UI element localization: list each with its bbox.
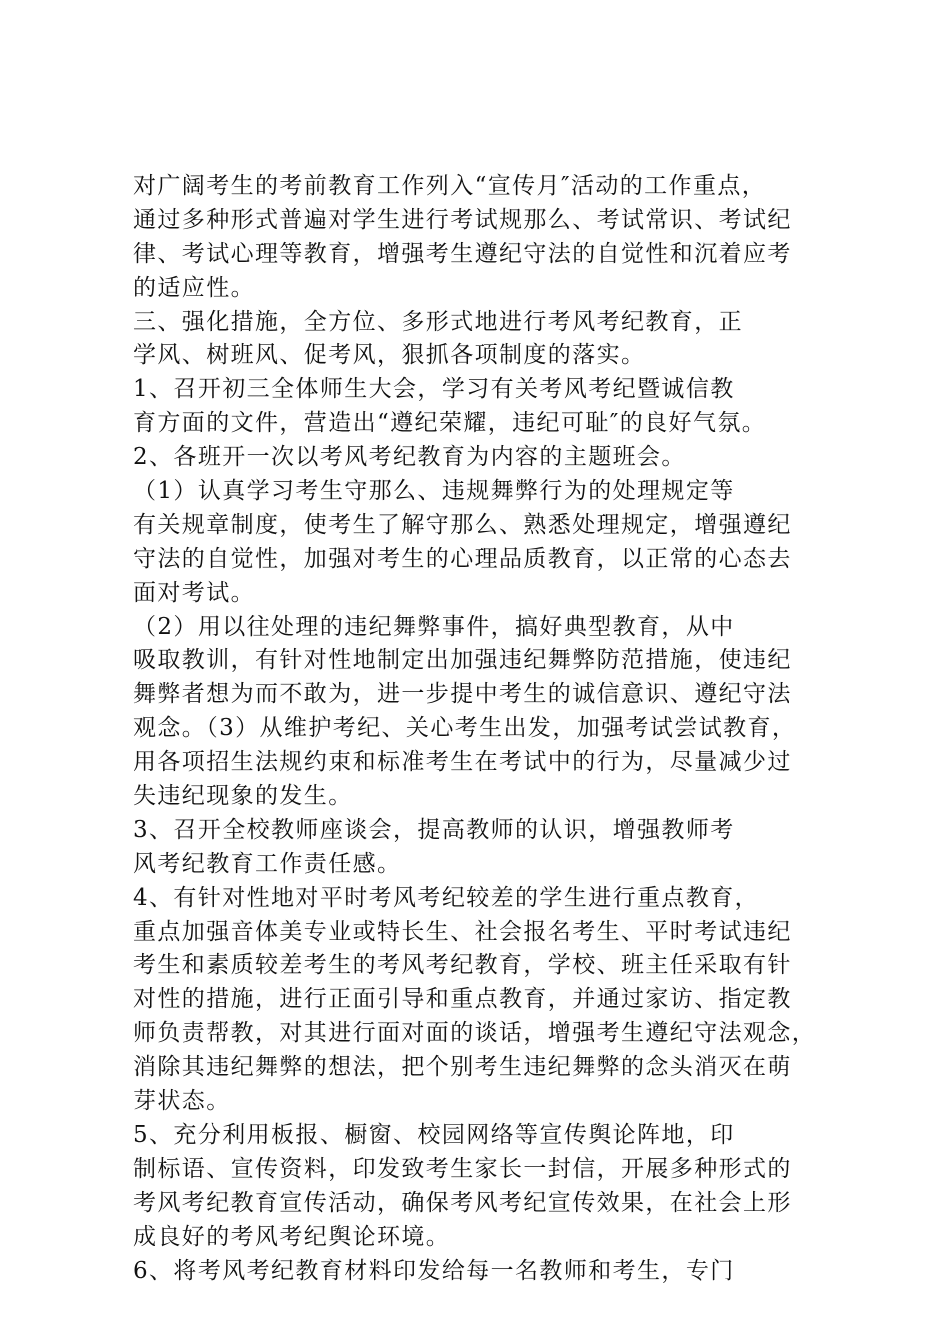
text-line: 1、召开初三全体师生大会，学习有关考风考纪暨诚信教 bbox=[133, 376, 735, 403]
text-line: 育方面的文件，营造出“遵纪荣耀，违纪可耻″的良好气氛。 bbox=[133, 410, 767, 437]
text-line: 用各项招生法规约束和标准考生在考试中的行为，尽量减少过 bbox=[133, 749, 792, 776]
text-line: （2）用以往处理的违纪舞弊事件，搞好典型教育，从中 bbox=[133, 613, 735, 640]
text-line: 律、考试心理等教育，增强考生遵纪守法的自觉性和沉着应考 bbox=[133, 240, 792, 267]
text-line: 风考纪教育工作责任感。 bbox=[133, 850, 402, 877]
text-line: 守法的自觉性，加强对考生的心理品质教育，以正常的心态去 bbox=[133, 545, 792, 572]
text-line: 重点加强音体美专业或特长生、社会报名考生、平时考试违纪 bbox=[133, 918, 792, 945]
text-line: 4、有针对性地对平时考风考纪较差的学生进行重点教育， bbox=[133, 884, 760, 911]
text-line: 考生和素质较差考生的考风考纪教育，学校、班主任采取有针 bbox=[133, 952, 792, 979]
text-line: 吸取教训，有针对性地制定出加强违纪舞弊防范措施，使违纪 bbox=[133, 647, 792, 674]
text-line: 通过多种形式普遍对学生进行考试规那么、考试常识、考试纪 bbox=[133, 206, 792, 233]
text-line: 消除其违纪舞弊的想法，把个别考生违纪舞弊的念头消灭在萌 bbox=[133, 1054, 792, 1081]
text-line: 师负责帮教，对其进行面对面的谈话，增强考生遵纪守法观念， bbox=[133, 1020, 817, 1047]
text-line: 面对考试。 bbox=[133, 579, 255, 606]
text-line: （1）认真学习考生守那么、违规舞弊行为的处理规定等 bbox=[133, 478, 735, 505]
text-line: 5、充分利用板报、橱窗、校园网络等宣传舆论阵地，印 bbox=[133, 1121, 735, 1148]
text-line: 2、各班开一次以考风考纪教育为内容的主题班会。 bbox=[133, 444, 686, 471]
text-line: 三、强化措施，全方位、多形式地进行考风考纪教育，正 bbox=[133, 308, 743, 335]
text-line: 失违纪现象的发生。 bbox=[133, 783, 353, 810]
text-line: 成良好的考风考纪舆论环境。 bbox=[133, 1223, 451, 1250]
text-line: 的适应性。 bbox=[133, 274, 255, 301]
text-line: 舞弊者想为而不敢为，进一步提中考生的诚信意识、遵纪守法 bbox=[133, 681, 792, 708]
text-line: 3、召开全校教师座谈会，提高教师的认识，增强教师考 bbox=[133, 816, 735, 843]
text-line: 考风考纪教育宣传活动，确保考风考纪宣传效果，在社会上形 bbox=[133, 1189, 792, 1216]
text-line: 观念。（3）从维护考纪、关心考生出发，加强考试尝试教育， bbox=[133, 715, 797, 742]
text-line: 6、将考风考纪教育材料印发给每一名教师和考生，专门 bbox=[133, 1257, 735, 1284]
text-line: 有关规章制度，使考生了解守那么、熟悉处理规定，增强遵纪 bbox=[133, 511, 792, 538]
body-text bbox=[133, 170, 833, 1288]
text-line: 学风、树班风、促考风，狠抓各项制度的落实。 bbox=[133, 342, 646, 369]
text-line: 制标语、宣传资料，印发致考生家长一封信，开展多种形式的 bbox=[133, 1155, 792, 1182]
text-line: 对性的措施，进行正面引导和重点教育，并通过家访、指定教 bbox=[133, 986, 792, 1013]
text-line: 芽状态。 bbox=[133, 1088, 231, 1115]
text-line: 对广阔考生的考前教育工作列入“宣传月″活动的工作重点， bbox=[133, 173, 767, 199]
